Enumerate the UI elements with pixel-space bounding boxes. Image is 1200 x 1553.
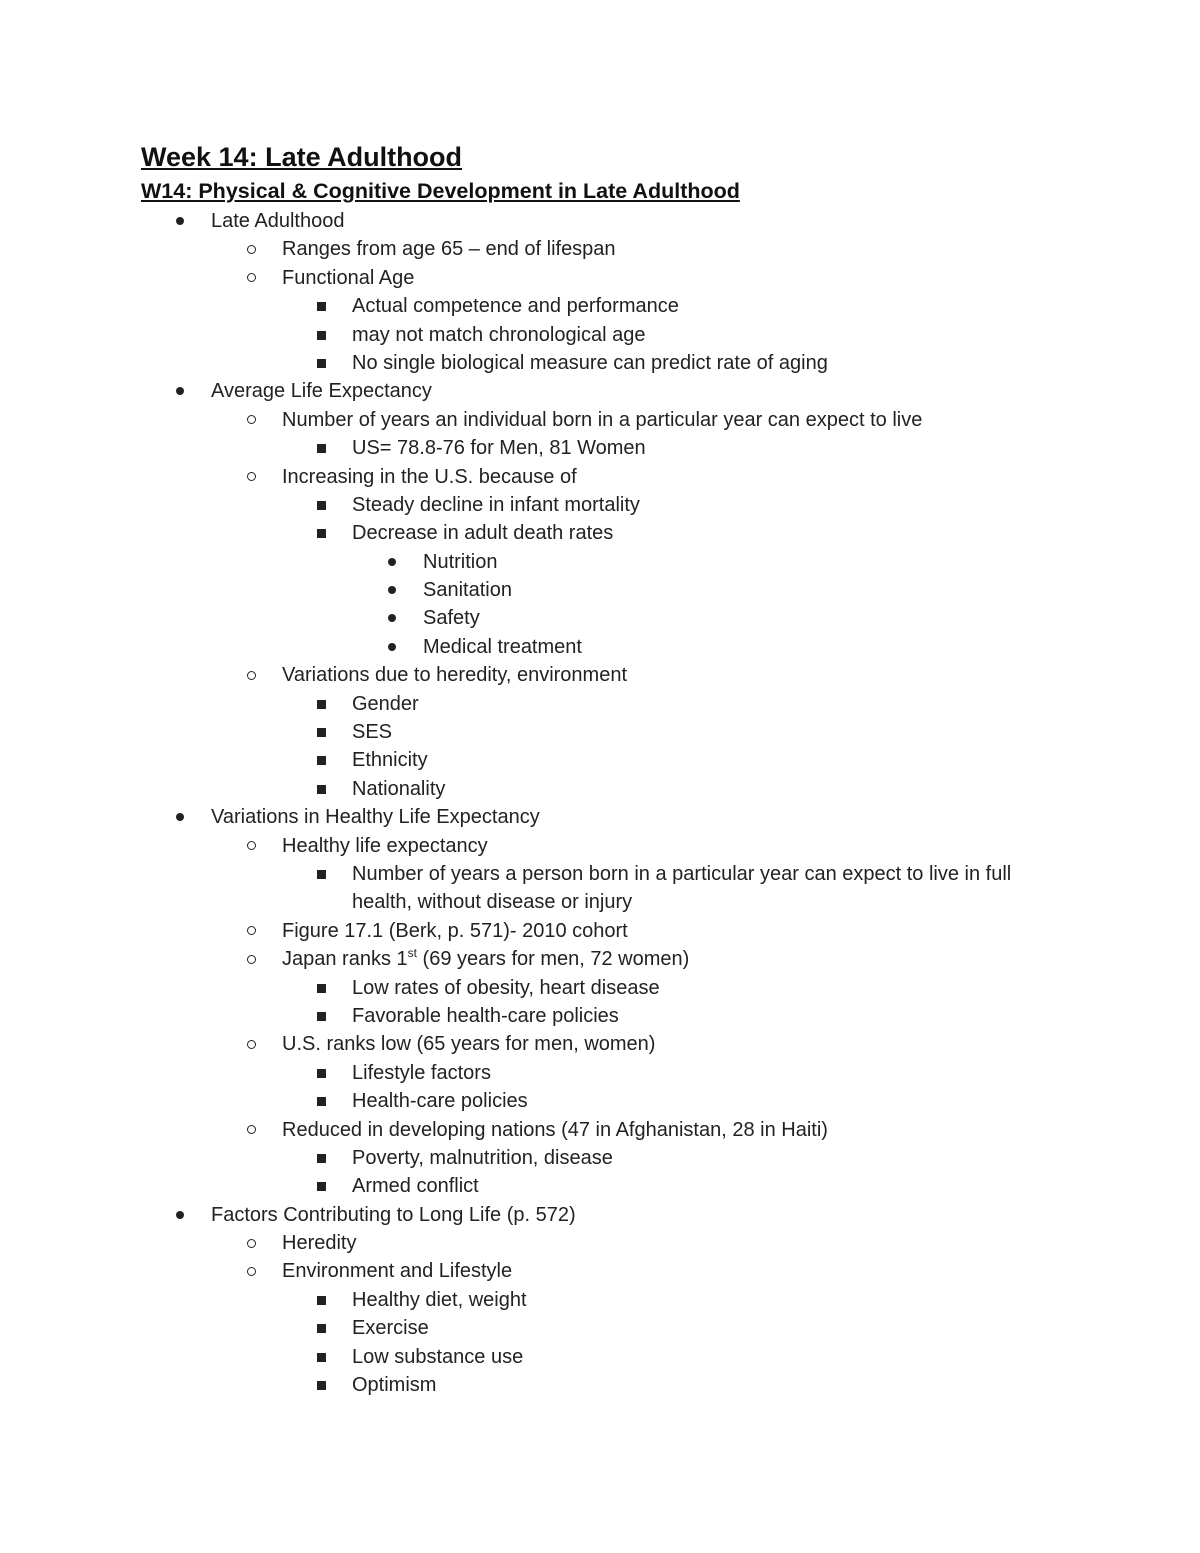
outline-item <box>0 321 1200 349</box>
ordinal-superscript: st <box>407 945 417 960</box>
circle-bullet-icon <box>247 1239 256 1248</box>
outline-item <box>0 349 1200 377</box>
outline-item <box>0 945 1200 973</box>
outline-item-text: Exercise <box>352 1317 429 1340</box>
outline-item-text: Decrease in adult death rates <box>352 522 614 545</box>
outline-item-text: Number of years an individual born in a particular year can expect to live <box>282 408 923 431</box>
circle-bullet-icon <box>247 273 256 282</box>
circle-bullet-icon <box>247 671 256 680</box>
disc-bullet-icon <box>176 217 184 225</box>
circle-bullet-icon <box>247 1040 256 1049</box>
square-bullet-icon <box>317 1012 326 1021</box>
page-title: Week 14: Late Adulthood <box>141 142 463 172</box>
outline-item-text: Optimism <box>352 1374 437 1397</box>
outline-item-text: Healthy diet, weight <box>352 1288 527 1311</box>
outline-item <box>0 207 1200 235</box>
square-bullet-icon <box>317 501 326 510</box>
outline-item-text: Lifestyle factors <box>352 1061 491 1084</box>
outline-item <box>0 718 1200 746</box>
outline-item-text: Sanitation <box>423 579 512 602</box>
square-bullet-icon <box>317 529 326 538</box>
square-bullet-icon <box>317 302 326 311</box>
outline-item-text: Increasing in the U.S. because of <box>282 465 577 488</box>
outline-item <box>0 633 1200 661</box>
outline-item <box>0 463 1200 491</box>
outline-item-text: Average Life Expectancy <box>211 380 432 403</box>
outline-item-text: Ranges from age 65 – end of lifespan <box>282 238 616 261</box>
outline-item <box>0 1059 1200 1087</box>
outline-item-text: Environment and Lifestyle <box>282 1260 513 1283</box>
square-bullet-icon <box>317 444 326 453</box>
outline-item-text: Nutrition <box>423 550 498 573</box>
outline-item-text: Steady decline in infant mortality <box>352 493 640 516</box>
outline-item <box>0 1030 1200 1058</box>
outline-item-text: Favorable health-care policies <box>352 1004 619 1027</box>
outline-item <box>0 264 1200 292</box>
square-bullet-icon <box>317 331 326 340</box>
outline-item-text: No single biological measure can predict rate of aging <box>352 351 828 374</box>
disc-bullet-icon <box>388 586 396 594</box>
square-bullet-icon <box>317 1097 326 1106</box>
circle-bullet-icon <box>247 472 256 481</box>
outline-item <box>0 1314 1200 1342</box>
circle-bullet-icon <box>247 415 256 424</box>
outline-item-text: Low substance use <box>352 1345 524 1368</box>
section-heading: W14: Physical & Cognitive Development in Late Adulthood <box>141 179 740 203</box>
square-bullet-icon <box>317 1296 326 1305</box>
square-bullet-icon <box>317 1381 326 1390</box>
disc-bullet-icon <box>388 643 396 651</box>
circle-bullet-icon <box>247 1267 256 1276</box>
disc-bullet-icon <box>176 387 184 395</box>
outline-item-text: Armed conflict <box>352 1175 479 1198</box>
outline-item <box>0 377 1200 405</box>
outline-item-text: Japan ranks 1st (69 years for men, 72 women) <box>282 945 690 971</box>
outline-item-text: may not match chronological age <box>352 323 646 346</box>
outline-item-text: Ethnicity <box>352 749 428 772</box>
outline-item <box>0 1371 1200 1399</box>
outline-item-text: Late Adulthood <box>211 210 345 232</box>
outline-item-text: Number of years a person born in a particular year can expect to live in full health, without disease or injury <box>352 862 1012 914</box>
outline-item <box>0 406 1200 434</box>
square-bullet-icon <box>317 1069 326 1078</box>
outline-item-text: Medical treatment <box>423 635 582 658</box>
outline-item <box>0 1144 1200 1172</box>
outline-item-text: Reduced in developing nations (47 in Afghanistan, 28 in Haiti) <box>282 1118 828 1141</box>
outline-item-text: Healthy life expectancy <box>282 834 488 857</box>
outline-item <box>0 1343 1200 1371</box>
outline-item <box>0 1257 1200 1285</box>
circle-bullet-icon <box>247 245 256 254</box>
outline-item-text: Actual competence and performance <box>352 295 679 318</box>
outline-item-text: Health-care policies <box>352 1090 528 1113</box>
outline-item-text: Gender <box>352 692 419 715</box>
disc-bullet-icon <box>388 558 396 566</box>
outline-item <box>0 292 1200 320</box>
square-bullet-icon <box>317 1182 326 1191</box>
outline-item <box>0 1087 1200 1115</box>
outline-item-text: Functional Age <box>282 266 415 289</box>
circle-bullet-icon <box>247 1125 256 1134</box>
outline-item-text: Factors Contributing to Long Life (p. 572) <box>211 1203 576 1226</box>
square-bullet-icon <box>317 728 326 737</box>
outline-item <box>0 491 1200 519</box>
outline-item-text: Variations due to heredity, environment <box>282 664 628 687</box>
outline-item-text: Safety <box>423 607 480 630</box>
circle-bullet-icon <box>247 841 256 850</box>
square-bullet-icon <box>317 785 326 794</box>
square-bullet-icon <box>317 1154 326 1163</box>
outline-item <box>0 974 1200 1002</box>
outline-item <box>0 803 1200 831</box>
circle-bullet-icon <box>247 955 256 964</box>
outline-item-text: Nationality <box>352 777 446 800</box>
outline-item <box>0 235 1200 263</box>
outline-item <box>0 576 1200 604</box>
outline-item <box>0 832 1200 860</box>
outline-item <box>0 1002 1200 1030</box>
square-bullet-icon <box>317 870 326 879</box>
outline-item <box>0 746 1200 774</box>
outline-item <box>0 604 1200 632</box>
outline-item-text: Poverty, malnutrition, disease <box>352 1146 613 1169</box>
outline-item <box>0 917 1200 945</box>
square-bullet-icon <box>317 984 326 993</box>
outline-item-text: Figure 17.1 (Berk, p. 571)- 2010 cohort <box>282 919 628 942</box>
outline-item <box>0 1116 1200 1144</box>
circle-bullet-icon <box>247 926 256 935</box>
outline-item-text: US= 78.8-76 for Men, 81 Women <box>352 437 646 460</box>
outline-item <box>0 1229 1200 1257</box>
outline-item-text: SES <box>352 721 393 744</box>
disc-bullet-icon <box>176 1211 184 1219</box>
outline-item-text: Low rates of obesity, heart disease <box>352 976 660 999</box>
outline-item <box>0 434 1200 462</box>
square-bullet-icon <box>317 1353 326 1362</box>
square-bullet-icon <box>317 700 326 709</box>
outline-item <box>0 1286 1200 1314</box>
square-bullet-icon <box>317 756 326 765</box>
outline-item <box>0 519 1200 547</box>
bullet-outline <box>0 207 1200 1399</box>
outline-item <box>0 1172 1200 1200</box>
disc-bullet-icon <box>388 614 396 622</box>
outline-item-text: Heredity <box>282 1232 357 1255</box>
outline-item <box>0 860 1200 917</box>
outline-item <box>0 548 1200 576</box>
outline-item-text: Variations in Healthy Life Expectancy <box>211 806 540 829</box>
outline-item-text: U.S. ranks low (65 years for men, women) <box>282 1033 656 1056</box>
disc-bullet-icon <box>176 813 184 821</box>
outline-item <box>0 1201 1200 1229</box>
square-bullet-icon <box>317 1324 326 1333</box>
outline-item <box>0 661 1200 689</box>
outline-item <box>0 690 1200 718</box>
square-bullet-icon <box>317 359 326 368</box>
outline-item <box>0 775 1200 803</box>
